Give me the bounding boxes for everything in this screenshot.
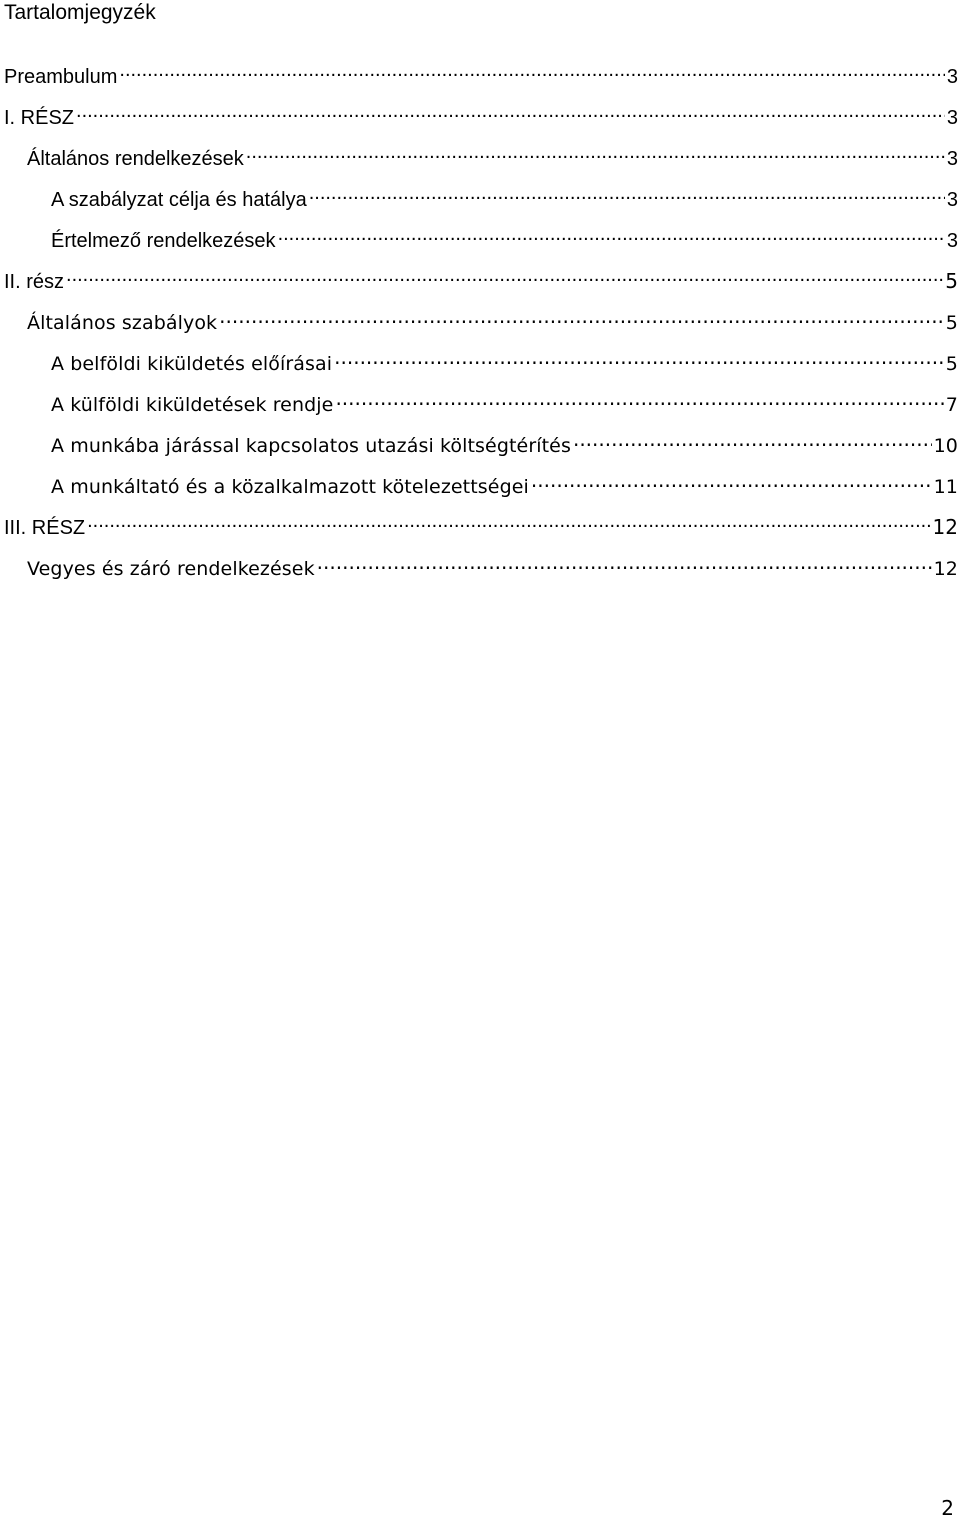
dot-leader xyxy=(66,262,943,288)
dot-leader xyxy=(87,508,930,534)
dot-leader xyxy=(531,467,932,493)
dot-leader xyxy=(334,344,944,370)
toc-entry-page: 12 xyxy=(932,515,958,539)
dot-leader xyxy=(309,180,945,206)
toc-entry-page: 3 xyxy=(946,230,958,252)
toc-entry-label: Értelmező rendelkezések xyxy=(51,230,276,252)
toc-entry-page: 10 xyxy=(933,435,958,457)
dot-leader xyxy=(335,385,943,411)
toc-entry-label: Preambulum xyxy=(4,66,118,88)
toc-entry[interactable] xyxy=(0,344,960,385)
toc-entry[interactable] xyxy=(0,385,960,426)
toc-entry-label: A belföldi kiküldetés előírásai xyxy=(51,353,333,375)
toc-entry[interactable] xyxy=(0,426,960,467)
dot-leader xyxy=(317,549,932,575)
toc-entry-label: A munkába járással kapcsolatos utazási költségtérítés xyxy=(51,435,571,457)
toc-entry[interactable] xyxy=(0,303,960,344)
dot-leader xyxy=(219,303,944,329)
toc-entry[interactable] xyxy=(0,508,960,549)
toc-entry-label: Általános rendelkezések xyxy=(27,148,244,170)
toc-entry[interactable] xyxy=(0,139,960,180)
toc-entry-page: 5 xyxy=(945,269,958,293)
toc-entry-label: A munkáltató és a közalkalmazott kötelezettségei xyxy=(51,476,529,498)
toc-entry-page: 5 xyxy=(945,312,958,334)
table-of-contents xyxy=(0,57,960,590)
toc-entry-page: 3 xyxy=(946,189,958,211)
dot-leader xyxy=(573,426,932,452)
toc-entry[interactable] xyxy=(0,467,960,508)
toc-entry-label: Vegyes és záró rendelkezések xyxy=(27,558,315,580)
toc-entry[interactable] xyxy=(0,262,960,303)
toc-entry-label: III. RÉSZ xyxy=(4,517,86,539)
dot-leader xyxy=(76,98,945,124)
toc-entry-page: 12 xyxy=(933,558,958,580)
toc-entry[interactable] xyxy=(0,549,960,590)
toc-entry-label: Általános szabályok xyxy=(27,312,218,334)
dot-leader xyxy=(278,221,945,247)
toc-title: Tartalomjegyzék xyxy=(4,1,156,24)
toc-entry-page: 3 xyxy=(946,66,958,88)
page-number: 2 xyxy=(941,1496,954,1520)
toc-entry-page: 3 xyxy=(946,148,958,170)
toc-entry-label: I. RÉSZ xyxy=(4,107,75,129)
toc-entry[interactable] xyxy=(0,221,960,262)
toc-entry-page: 7 xyxy=(945,394,958,416)
toc-entry-label: A külföldi kiküldetések rendje xyxy=(51,394,334,416)
toc-entry-page: 5 xyxy=(945,353,958,375)
toc-entry[interactable] xyxy=(0,98,960,139)
toc-entry[interactable] xyxy=(0,180,960,221)
toc-entry-page: 11 xyxy=(933,476,958,498)
toc-entry[interactable] xyxy=(0,57,960,98)
toc-entry-label: A szabályzat célja és hatálya xyxy=(51,189,307,211)
dot-leader xyxy=(119,57,944,83)
toc-entry-label: II. rész xyxy=(4,271,65,293)
dot-leader xyxy=(246,139,945,165)
toc-entry-page: 3 xyxy=(946,107,958,129)
